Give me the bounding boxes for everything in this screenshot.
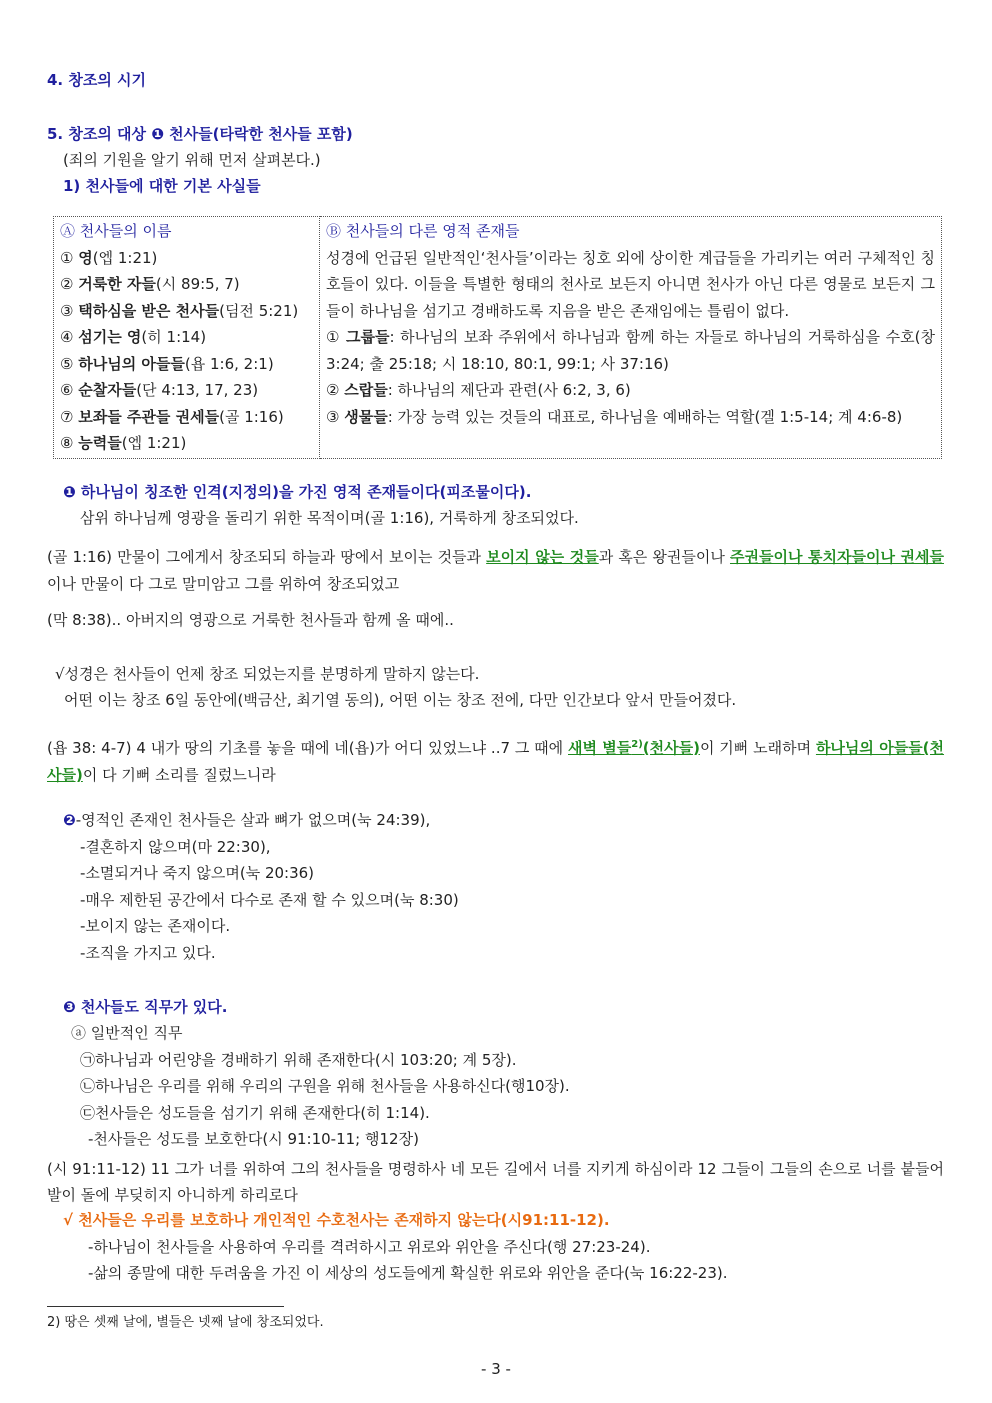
angel-name-item <box>60 351 313 378</box>
item-desc: : 가장 능력 있는 것들의 대표로, 하나님을 예배하는 역할(겔 1:5-14; 계 4:6-8) <box>387 407 903 426</box>
point-2-line: -조직을 가지고 있다. <box>80 944 216 962</box>
section-5-title: 5. 창조의 대상 ❶ 천사들(타락한 천사들 포함) <box>47 125 353 143</box>
item-desc: : 하나님의 보좌 주위에서 하나님과 함께 하는 자들로 하나님의 거룩하심을 수호(창 3:24; 출 25:18; 시 18:10, 80:1, 99:1; 사 37:16) <box>326 328 935 373</box>
duty-item: ㉠하나님과 어린양을 경배하기 위해 존재한다(시 103:20; 계 5장). <box>80 1051 517 1069</box>
protect-item: -천사들은 성도를 보호한다(시 91:10-11; 행12장) <box>88 1130 419 1148</box>
check-note-1-detail: 어떤 이는 창조 6일 동안에(백금산, 최기열 동의), 어떤 이는 창조 전에, 다만 인간보다 앞서 만들어졌다. <box>64 691 737 709</box>
item-number: ② <box>60 275 74 293</box>
item-ref: (히 1:14) <box>141 328 207 346</box>
point-3-subtitle: ⓐ 일반적인 직무 <box>71 1024 183 1042</box>
other-spirits-cell <box>320 217 942 459</box>
item-number: ⑥ <box>60 381 74 399</box>
angel-name-item <box>60 377 313 404</box>
highlight-authorities: 주권들이나 통치자들이나 권세들 <box>729 548 944 566</box>
col-1-16-verse <box>47 544 944 598</box>
comfort-item: -삶의 종말에 대한 두려움을 가진 이 세상의 성도들에게 확실한 위로와 위안을 준다(눅 16:22-23). <box>88 1264 728 1282</box>
item-term: 그룹들 <box>345 328 390 346</box>
check-note-1: √성경은 천사들이 언제 창조 되었는지를 분명하게 말하지 않는다. <box>55 665 480 683</box>
item-number: ① <box>60 248 74 267</box>
item-ref: (엡 1:21) <box>121 434 187 452</box>
point-2-number: ❷ <box>63 811 76 829</box>
verse-text: 이 다 기뻐 소리를 질렀느니라 <box>82 766 276 784</box>
point-2-text: -영적인 존재인 천사들은 살과 뼈가 없으며(눅 24:39), <box>75 811 431 829</box>
angel-name-item <box>60 271 313 298</box>
highlight-sons-of-god: 하나님의 아들들(천사들) <box>47 739 945 784</box>
item-number: ⑦ <box>60 407 74 426</box>
item-number: ④ <box>60 328 74 346</box>
other-spirits-intro: 성경에 언급된 일반적인‘천사들’이라는 칭호 외에 상이한 계급들을 가리키는 여러 구체적인 칭호들이 있다. 이들을 특별한 형태의 천사로 보든지 아니면 천사가 아닌 다른 영물로 보든지 그들이 하나님을 섬기고 경배하도록 지음을 받은 존재임에는 틀림이 없다. <box>326 248 935 320</box>
point-1-text: 삼위 하나님께 영광을 돌리기 위한 목적이며(골 1:16), 거룩하게 창조되었다. <box>80 509 579 527</box>
item-term: 택하심을 받은 천사들 <box>78 301 220 320</box>
item-ref: (골 1:16) <box>219 407 284 426</box>
footnote-ref[interactable]: 2) <box>631 739 643 750</box>
item-ref: (딤전 5:21) <box>219 301 299 320</box>
point-2-line: -매우 제한된 공간에서 다수로 존재 할 수 있으며(눅 8:30) <box>80 891 459 909</box>
item-ref: (단 4:13, 17, 23) <box>136 381 259 399</box>
angels-text: (천사들) <box>642 739 700 757</box>
angel-facts-table <box>53 216 942 459</box>
item-number: ⑧ <box>60 434 74 452</box>
angel-name-item <box>60 404 313 431</box>
verse-text: 과 혹은 왕권들이나 <box>598 548 730 566</box>
item-ref: (엡 1:21) <box>92 248 158 267</box>
item-desc: : 하나님의 제단과 관련(사 6:2, 3, 6) <box>387 381 631 399</box>
item-term: 스랍들 <box>344 381 388 399</box>
item-ref: (욥 1:6, 2:1) <box>184 354 274 373</box>
angel-names-cell <box>54 217 320 459</box>
highlight-morning-stars <box>568 739 700 757</box>
spirit-item <box>326 324 935 377</box>
item-number: ③ <box>60 301 74 320</box>
verse-text: 이나 만물이 다 그로 말미암고 그를 위하여 창조되었고 <box>47 575 400 593</box>
angel-name-item <box>60 245 313 272</box>
item-term: 생물들 <box>344 407 388 426</box>
item-term: 거룩한 자들 <box>78 275 156 293</box>
spirit-item <box>326 404 935 431</box>
item-term: 능력들 <box>78 434 122 452</box>
item-term: 하나님의 아들들 <box>78 354 185 373</box>
subsection-1-title: 1) 천사들에 대한 기본 사실들 <box>63 177 261 195</box>
highlight-invisible: 보이지 않는 것들 <box>486 548 599 566</box>
point-2-line: -소멸되거나 죽지 않으며(눅 20:36) <box>80 864 315 882</box>
section-4-title: 4. 창조의 시기 <box>47 71 147 89</box>
point-2-line: -결혼하지 않으며(마 22:30), <box>80 838 271 856</box>
item-term: 보좌들 주관들 권세들 <box>78 407 220 426</box>
job-38-verse <box>47 731 944 789</box>
angel-name-item <box>60 430 313 457</box>
duty-item: ㉡하나님은 우리를 위해 우리의 구원을 위해 천사들을 사용하신다(행10장). <box>80 1077 570 1095</box>
point-2-line <box>63 810 430 830</box>
spirit-item <box>326 377 935 404</box>
angel-name-item <box>60 298 313 325</box>
point-3-title: ❸ 천사들도 직무가 있다. <box>63 998 228 1016</box>
section-5-note: (죄의 기원을 알기 위해 먼저 살펴본다.) <box>63 151 321 169</box>
item-term: 영 <box>78 248 93 267</box>
mark-8-38-verse: (막 8:38).. 아버지의 영광으로 거룩한 천사들과 함께 올 때에.. <box>47 611 454 629</box>
item-term: 순찰자들 <box>78 381 137 399</box>
verse-text: 이 기뻐 노래하며 <box>699 739 816 757</box>
page-number: - 3 - <box>481 1360 511 1378</box>
morning-stars-text: 새벽 별들 <box>568 739 632 757</box>
psalm-91-verse: (시 91:11-12) 11 그가 너를 위하여 그의 천사들을 명령하사 네 모든 길에서 너를 지키게 하심이라 12 그들이 그들의 손으로 너를 붙들어 발이 돌에 부딪히지 아니하게 하리로다 <box>47 1160 944 1204</box>
item-number: ⑤ <box>60 354 74 373</box>
comfort-item: -하나님이 천사들을 사용하여 우리를 격려하시고 위로와 위안을 주신다(행 27:23-24). <box>88 1238 651 1256</box>
item-number: ② <box>326 381 340 399</box>
item-term: 섬기는 영 <box>78 328 142 346</box>
point-2-line: -보이지 않는 존재이다. <box>80 917 231 935</box>
footnote-divider <box>47 1306 284 1307</box>
other-spirits-header: Ⓑ 천사들의 다른 영적 존재들 <box>326 222 520 240</box>
duty-item: ㉢천사들은 성도들을 섬기기 위해 존재한다(히 1:14). <box>80 1104 430 1122</box>
point-1-title: ❶ 하나님이 칭조한 인격(지정의)을 가진 영적 존재들이다(피조물이다). <box>63 483 532 501</box>
verse-text: (욥 38: 4-7) 4 내가 땅의 기초를 놓을 때에 네(욥)가 어디 있었느냐 ..7 그 때에 <box>47 739 568 757</box>
check-note-2: √ 천사들은 우리를 보호하나 개인적인 수호천사는 존재하지 않는다(시91:11-12). <box>63 1211 610 1229</box>
angel-name-item <box>60 324 313 351</box>
item-number: ③ <box>326 407 340 426</box>
angel-names-header: Ⓐ 천사들의 이름 <box>60 222 172 240</box>
footnote: 2) 땅은 셋째 날에, 별들은 넷째 날에 창조되었다. <box>47 1315 324 1330</box>
item-number: ① <box>326 328 341 346</box>
verse-text: (골 1:16) 만물이 그에게서 창조되되 하늘과 땅에서 보이는 것들과 <box>47 548 487 566</box>
item-ref: (시 89:5, 7) <box>155 275 240 293</box>
